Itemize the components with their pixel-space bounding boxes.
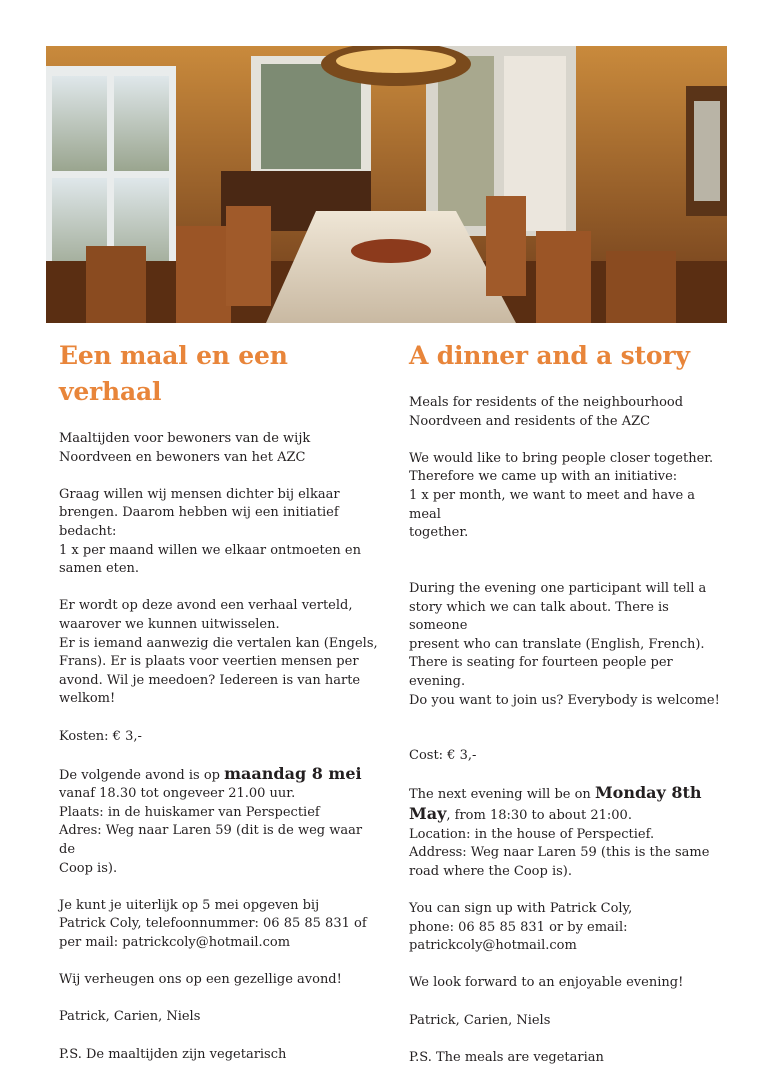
dutch-place: Plaats: in de huiskamer van Perspectief [59, 804, 320, 820]
english-p2-line-2: story which we can talk about. There is someone [409, 599, 669, 634]
dutch-title: Een maal en een verhaal [59, 341, 288, 406]
dutch-names: Patrick, Carien, Niels [59, 1009, 201, 1025]
dutch-column [59, 338, 379, 1064]
dutch-p2-line-1: Er wordt op deze avond een verhaal verteld, [59, 598, 353, 614]
dutch-signup-line-3: per mail: patrickcoly@hotmail.com [59, 935, 291, 951]
english-p2-line-3: present who can translate (English, French). [409, 636, 705, 652]
dutch-p1-line-4: 1 x per maand willen we elkaar ontmoeten en [59, 542, 361, 558]
english-next-evening-line-2 [409, 805, 729, 826]
dutch-p2-line-5: avond. Wil je meedoen? Iedereen is van harte [59, 672, 361, 688]
english-address-line-1: Address: Weg naar Laren 59 (this is the same [409, 845, 710, 861]
english-column [409, 338, 729, 1067]
dutch-p2-line-6: welkom! [59, 691, 116, 707]
dutch-next-evening [59, 765, 379, 786]
english-p2-line-1: During the evening one participant will tell a [409, 580, 707, 596]
english-ps: P.S. The meals are vegetarian [409, 1049, 604, 1065]
english-p2-line-5: Do you want to join us? Everybody is welcome! [409, 692, 720, 708]
english-p1-line-2: Therefore we came up with an initiative: [409, 469, 678, 485]
english-title: A dinner and a story [409, 341, 690, 370]
english-next-prefix: The next evening will be on [409, 787, 595, 803]
dutch-signup-line-2: Patrick Coly, telefoonnummer: 06 85 85 831 of [59, 916, 367, 932]
english-signup-line-3: patrickcoly@hotmail.com [409, 938, 577, 954]
dutch-signup-line-1: Je kunt je uiterlijk op 5 mei opgeven bij [59, 897, 320, 913]
dutch-address-line-2: Coop is). [59, 860, 118, 876]
dinner-table-photo [46, 46, 727, 323]
dutch-p1-line-5: samen eten. [59, 561, 140, 577]
dutch-p1-line-3: bedacht: [59, 523, 117, 539]
english-address-line-2: road where the Coop is). [409, 863, 572, 879]
english-next-suffix: , from 18:30 to about 21:00. [446, 808, 632, 824]
dutch-p2-line-3: Er is iemand aanwezig die vertalen kan (Engels, [59, 635, 378, 651]
dutch-next-time: vanaf 18.30 tot ongeveer 21.00 uur. [59, 786, 296, 802]
english-next-date-1: Monday 8th [594, 783, 702, 803]
dinner-table-illustration [46, 46, 727, 323]
english-signup-line-1: You can sign up with Patrick Coly, [409, 901, 633, 917]
english-location: Location: in the house of Perspectief. [409, 826, 655, 842]
english-signup-line-2: phone: 06 85 85 831 or by email: [409, 919, 628, 935]
english-next-evening-line-1 [409, 784, 729, 805]
english-closing: We look forward to an enjoyable evening! [409, 975, 684, 991]
english-p1-line-1: We would like to bring people closer together. [409, 450, 714, 466]
english-p1-line-3: 1 x per month, we want to meet and have a meal [409, 487, 696, 522]
dutch-p2-line-4: Frans). Er is plaats voor veertien mensen per [59, 654, 359, 670]
english-next-date-2: May [409, 804, 447, 824]
english-intro-line-2: Noordveen and residents of the AZC [409, 413, 651, 429]
dutch-p1-line-2: brengen. Daarom hebben wij een initiatief [59, 505, 339, 521]
dutch-next-prefix: De volgende avond is op [59, 767, 225, 783]
dutch-cost: Kosten: € 3,- [59, 728, 142, 744]
dutch-p1-line-1: Graag willen wij mensen dichter bij elkaar [59, 486, 340, 502]
dutch-ps: P.S. De maaltijden zijn vegetarisch [59, 1046, 287, 1062]
english-names: Patrick, Carien, Niels [409, 1012, 551, 1028]
english-intro-line-1: Meals for residents of the neighbourhood [409, 395, 684, 410]
dutch-intro-line-2: Noordveen en bewoners van het AZC [59, 449, 306, 465]
english-p2-line-4: There is seating for fourteen people per evening. [409, 655, 673, 689]
dutch-closing: Wij verheugen ons op een gezellige avond! [59, 972, 342, 988]
dutch-next-date: maandag 8 mei [224, 763, 362, 783]
dutch-address-line-1: Adres: Weg naar Laren 59 (dit is de weg waar de [59, 823, 363, 858]
dutch-p2-line-2: waarover we kunnen uitwisselen. [59, 616, 280, 632]
dutch-intro-line-1: Maaltijden voor bewoners van de wijk [59, 431, 311, 446]
english-cost: Cost: € 3,- [409, 748, 477, 764]
english-p1-line-4: together. [409, 525, 469, 541]
